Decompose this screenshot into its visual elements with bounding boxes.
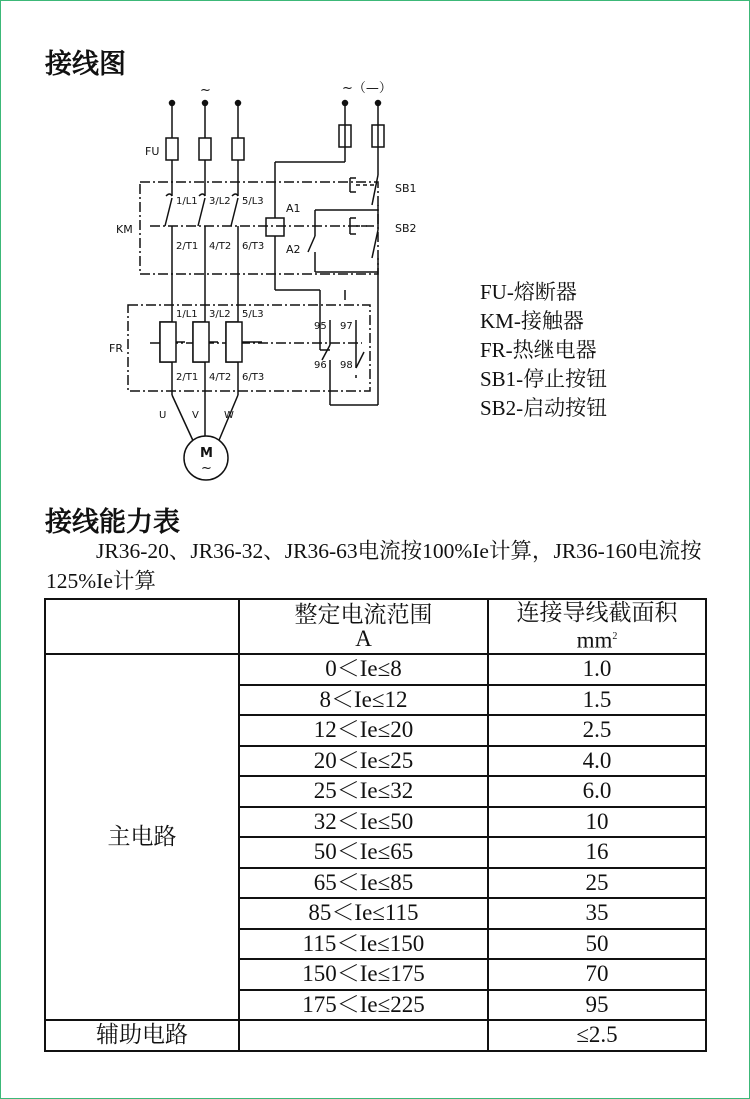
a2-label: A2 — [286, 243, 301, 256]
note-text: JR36-20、JR36-32、JR36-63电流按100%Ie计算，JR36-160电流按125%Ie计算 — [46, 539, 702, 593]
km-label: KM — [116, 223, 133, 236]
a1-label: A1 — [286, 202, 301, 215]
contact-97: 97 — [340, 321, 353, 332]
motor-label: M — [200, 446, 213, 461]
contact-96: 96 — [314, 360, 327, 371]
legend-item: SB1-停止按钮 — [480, 367, 608, 391]
range-cell: 115＜Ie≤150 — [239, 929, 488, 960]
km-bottom-2: 4/T2 — [209, 241, 232, 252]
legend-item: FR-热继电器 — [480, 338, 597, 362]
wiring-heading: 接线图 — [45, 49, 126, 80]
legend-item: SB2-启动按钮 — [480, 396, 608, 420]
area-cell: 50 — [488, 929, 706, 960]
area-cell: 95 — [488, 990, 706, 1021]
fr-bottom-2: 4/T2 — [209, 372, 232, 383]
fr-top-1: 1/L1 — [176, 309, 198, 320]
wiring-diagram — [100, 78, 417, 483]
range-cell: 150＜Ie≤175 — [239, 959, 488, 990]
aux-area-cell: ≤2.5 — [488, 1020, 706, 1051]
area-cell: 1.5 — [488, 685, 706, 716]
main-circuit-cell: 主电路 — [45, 654, 239, 1020]
range-cell: 20＜Ie≤25 — [239, 746, 488, 777]
phase-w: W — [224, 410, 234, 421]
aux-range-cell — [239, 1020, 488, 1051]
km-top-3: 5/L3 — [242, 196, 264, 207]
header-blank — [45, 599, 239, 654]
contact-95: 95 — [314, 321, 327, 332]
km-bottom-3: 6/T3 — [242, 241, 265, 252]
range-cell: 25＜Ie≤32 — [239, 776, 488, 807]
area-cell: 6.0 — [488, 776, 706, 807]
header-range: 整定电流范围 A — [239, 599, 488, 654]
motor-tilde: ~ — [201, 461, 212, 476]
range-cell: 175＜Ie≤225 — [239, 990, 488, 1021]
fr-bottom-1: 2/T1 — [176, 372, 199, 383]
contact-98: 98 — [340, 360, 353, 371]
area-cell: 16 — [488, 837, 706, 868]
ac-dc-symbol: ~（—） — [342, 81, 392, 96]
sb2-label: SB2 — [395, 222, 417, 235]
fu-label: FU — [145, 145, 160, 158]
aux-circuit-cell: 辅助电路 — [45, 1020, 239, 1051]
area-cell: 1.0 — [488, 654, 706, 685]
legend-item: KM-接触器 — [480, 309, 584, 333]
phase-v: V — [192, 410, 199, 421]
km-top-1: 1/L1 — [176, 196, 198, 207]
area-cell: 25 — [488, 868, 706, 899]
fr-bottom-3: 6/T3 — [242, 372, 265, 383]
fr-label: FR — [109, 342, 123, 355]
fr-top-2: 3/L2 — [209, 309, 231, 320]
ac-symbol: ~ — [200, 83, 211, 98]
area-cell: 4.0 — [488, 746, 706, 777]
note-paragraph — [46, 536, 706, 596]
header-area: 连接导线截面积 $mm^2$ — [488, 599, 706, 654]
capacity-heading: 接线能力表 — [45, 507, 180, 538]
area-cell: 10 — [488, 807, 706, 838]
km-top-2: 3/L2 — [209, 196, 231, 207]
phase-u: U — [159, 410, 167, 421]
legend-item: FU-熔断器 — [480, 280, 577, 304]
range-cell: 0＜Ie≤8 — [239, 654, 488, 685]
range-cell: 32＜Ie≤50 — [239, 807, 488, 838]
range-cell: 12＜Ie≤20 — [239, 715, 488, 746]
km-bottom-1: 2/T1 — [176, 241, 199, 252]
range-cell: 85＜Ie≤115 — [239, 898, 488, 929]
area-cell: 70 — [488, 959, 706, 990]
legend — [480, 278, 607, 423]
fr-top-3: 5/L3 — [242, 309, 264, 320]
range-cell: 8＜Ie≤12 — [239, 685, 488, 716]
sb1-label: SB1 — [395, 182, 417, 195]
range-cell: 65＜Ie≤85 — [239, 868, 488, 899]
area-cell: 2.5 — [488, 715, 706, 746]
area-cell: 35 — [488, 898, 706, 929]
capacity-table — [44, 598, 707, 1052]
range-cell: 50＜Ie≤65 — [239, 837, 488, 868]
